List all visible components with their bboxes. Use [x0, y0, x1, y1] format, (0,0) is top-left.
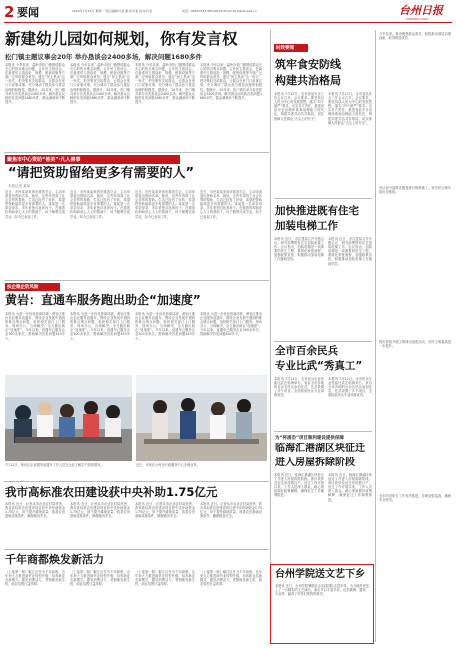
column-item-3: 我市持续开展文明城市创建活动，市民文明素质进一步提升。 [379, 340, 451, 349]
column-item-2: 市区部分道路近期将进行维修施工，请市民合理安排出行路线。 [379, 186, 451, 195]
story2-body-col2: 本报讯 近日，市住建局召开专题会议，研究部署既有住宅加装电梯工作。会议指出，加装电梯是一项重要的民生工程，要简化审批流程，加强政策宣传，积极推动加装电梯工作落地见效。 [328, 237, 372, 266]
story4-body-col2: 本报讯 近日，临海汇港湖区块征迁工作进入房屋拆除阶段。该区块涉及征迁房屋数百户，征迁工作开展以来，工作人员深入群众，耐心细致做好政策解释，确保征迁工作顺利推进。 [328, 473, 372, 502]
divider [274, 341, 372, 342]
feature-body-col3: 近日，市民某某来到市慈善总会，主动申请退出资助名单。她说，这些年得到了社会各界的帮助，生活已经有了好转，希望把资助留给更多有需要的人。某某是一名单亲母亲，多年来独自抚养孩子。在慈善机构和爱心人士的帮助下，孩子顺利完成学业，如今已参加工作。 [135, 190, 195, 219]
header-rule [4, 22, 452, 23]
page-header [4, 4, 452, 22]
lead-body-col2: 本报讯 今年以来，温岭市松门镇围绕群众关心的热点难点问题，召开民主恳谈会，在新建幼儿园选址、规模、配套设施等方面广泛听取群众意见。通过“民主恳谈”这一形式，把决策权交给群众，让群众在家门口说事议事，充分调动了群众参与基层治理的积极性。据统计，20年来，松门镇共举办各类恳谈会2400多场，解决群众反映的各类问题1680多件，群众满意率不断提升。 [70, 63, 130, 104]
column-separator [375, 30, 376, 642]
agri-headline: 我市高标准农田建设获中央补助1.75亿元 [5, 485, 218, 499]
story1-body-col2: 本报讯 7月12日，全市食品安全工作会议召开。会议要求，要坚持以人民为中心的发展思想，落实“四个最严”要求，压实各方责任，推进食品安全治理体系和治理能力现代化，构建共建共治共享格局，切实保障人民群众“舌尖上的安全”。 [328, 92, 372, 125]
masthead-logo: 台州日报 [399, 4, 443, 17]
story4-headline-line2: 进入房屋拆除阶段 [275, 457, 355, 468]
agri-body-col2: 本报讯 近日，记者从市农业农村局获悉，我市高标准农田建设项目获中央补助资金1.75亿元，用于提升耕地质量，改善农田基础设施条件，确保粮食安全。 [70, 502, 130, 519]
transit-headline: 黄岩：直通车服务跑出助企“加速度” [5, 293, 201, 307]
feature-kicker: 聚焦市中心资助“善美”·凡人善事 [7, 157, 81, 163]
masthead-sub: TAIZHOU DAILY [406, 17, 429, 21]
feature-byline: 本报记者 某某 [8, 184, 31, 188]
page-number: 2 [4, 3, 15, 21]
divider [4, 481, 269, 482]
boxed-story-body: 本报讯 近日，台州学院暑期社会实践团队走进乡村，为当地村民送上了一台精彩的文艺演出。演出节目丰富多彩，包括歌舞、器乐、小品等，赢得了村民们的阵阵掌声。 [275, 584, 369, 597]
divider [4, 549, 269, 550]
feature-body-col4: 近日，市民某某来到市慈善总会，主动申请退出资助名单。她说，这些年得到了社会各界的帮助，生活已经有了好转，希望把资助留给更多有需要的人。某某是一名单亲母亲，多年来独自抚养孩子。在慈善机构和爱心人士的帮助下，孩子顺利完成学业，如今已参加工作。 [200, 190, 262, 219]
transit-photo-1 [5, 375, 132, 461]
divider [274, 431, 372, 432]
feature-body-col1: 近日，市民某某来到市慈善总会，主动申请退出资助名单。她说，这些年得到了社会各界的帮助，生活已经有了好转，希望把资助留给更多有需要的人。某某是一名单亲母亲，多年来独自抚养孩子。在慈善机构和爱心人士的帮助下，孩子顺利完成学业，如今已参加工作。 [5, 190, 65, 219]
right-kicker: 时政要闻 [276, 46, 294, 51]
feature-headline: “请把资助留给更多有需要的人” [8, 166, 195, 181]
story3-headline-line1: 全市百余民兵 [275, 345, 338, 357]
divider [274, 198, 372, 199]
section-title: 要闻 [17, 6, 39, 19]
story4-body: 本报讯 近日，临海汇港湖区块征迁工作进入房屋拆除阶段。该区块涉及征迁房屋数百户，征迁工作开展以来，工作人员深入群众，耐心细致做好政策解释，确保征迁工作顺利推进。 [274, 473, 324, 498]
story3-body: 本报讯 7月12日，全市民兵专业技能比武在临海举行。来自全市各地的百余名民兵参加比武，比武设置了多个项目，全面检验民兵专业训练成效。 [274, 377, 324, 398]
coop-body-col1: （上接第一版）椒江区作为千年商都，近年来大力推进商贸业转型升级，培育新业态新模式，激发消费活力，老街焕发新生机，商业氛围日益浓厚。 [5, 570, 65, 587]
coop-headline: 千年商都焕发新活力 [5, 553, 104, 566]
office-photo [5, 375, 132, 461]
transit-kicker: 扶企稳企防风险 [7, 285, 39, 290]
transit-photo-1-caption: 7月12日，黄岩区企业服务直通车工作人员在企业了解生产经营情况。 [5, 463, 104, 467]
lead-body-col1: 本报讯 今年以来，温岭市松门镇围绕群众关心的热点难点问题，召开民主恳谈会，在新建幼儿园选址、规模、配套设施等方面广泛听取群众意见。通过“民主恳谈”这一形式，把决策权交给群众，让群众在家门口说事议事，充分调动了群众参与基层治理的积极性。据统计，20年来，松门镇共举办各类恳谈会2400多场，解决群众反映的各类问题1680多件，群众满意率不断提升。 [5, 63, 65, 104]
story2-headline-line1: 加快推进既有住宅 [275, 205, 359, 217]
transit-photo-2 [136, 375, 267, 461]
boxed-story-headline: 台州学院送文艺下乡 [275, 569, 365, 580]
lead-body-col4: 本报讯 今年以来，温岭市松门镇围绕群众关心的热点难点问题，召开民主恳谈会，在新建幼儿园选址、规模、配套设施等方面广泛听取群众意见。通过“民主恳谈”这一形式，把决策权交给群众，让群众在家门口说事议事，充分调动了群众参与基层治理的积极性。据统计，20年来，松门镇共举办各类恳谈会2400多场，解决群众反映的各类问题1680多件，群众满意率不断提升。 [200, 63, 262, 100]
agri-body-col3: 本报讯 近日，记者从市农业农村局获悉，我市高标准农田建设项目获中央补助资金1.75亿元，用于提升耕地质量，改善农田基础设施条件，确保粮食安全。 [135, 502, 195, 519]
story1-body: 本报讯 7月12日，全市食品安全工作会议召开。会议要求，要坚持以人民为中心的发展思想，落实“四个最严”要求，压实各方责任，推进食品安全治理体系和治理能力现代化，构建共建共治共享格局，切实保障人民群众“舌尖上的安全”。 [274, 92, 324, 121]
column-separator [270, 30, 271, 642]
story1-headline-line2: 构建共治格局 [275, 74, 341, 87]
story2-headline-line2: 加装电梯工作 [275, 220, 338, 232]
story4-kicker: 为“将浦岙”项目顺利建设提供保障 [275, 436, 344, 441]
transit-body-col4: 本报讯 为进一步优化营商环境，黄岩区推出企业服务直通车，围绕企业发展中遇到的难点堵点问题，组织相关部门上门服务，现场办公，当场解决，全力跑出助企“加速度”。今年以来，直通车已服务企业300余家次，帮助解决各类问题450多个。 [200, 312, 262, 337]
column-item-4: 全市防汛防台工作有序推进，各地加强巡查，确保安全度汛。 [379, 494, 451, 503]
coop-body-col3: （上接第一版）椒江区作为千年商都，近年来大力推进商贸业转型升级，培育新业态新模式，激发消费活力，老街焕发新生机，商业氛围日益浓厚。 [135, 570, 195, 587]
transit-photo-2-caption: 近日，市民在台州市行政服务中心办理业务。 [136, 463, 200, 467]
transit-body-col1: 本报讯 为进一步优化营商环境，黄岩区推出企业服务直通车，围绕企业发展中遇到的难点堵点问题，组织相关部门上门服务，现场办公，当场解决，全力跑出助企“加速度”。今年以来，直通车已服务企业300余家次，帮助解决各类问题450多个。 [5, 312, 65, 341]
story3-headline-line2: 专业比武“秀真工” [275, 360, 363, 372]
coop-body-col2: （上接第一版）椒江区作为千年商都，近年来大力推进商贸业转型升级，培育新业态新模式，激发消费活力，老街焕发新生机，商业氛围日益浓厚。 [70, 570, 130, 587]
divider [4, 152, 269, 153]
story3-body-col2: 本报讯 7月12日，全市民兵专业技能比武在临海举行。来自全市各地的百余名民兵参加比武，比武设置了多个项目，全面检验民兵专业训练成效。 [328, 377, 372, 398]
lead-headline: 新建幼儿园如何规划，你有发言权 [5, 30, 238, 48]
story4-headline-line1: 临海汇港湖区块征迁 [275, 443, 365, 454]
dateline: 2019年7月15日 星期一 责任编辑/叶某 版式/叶某 校对/叶某 [72, 9, 153, 13]
story2-body: 本报讯 近日，市住建局召开专题会议，研究部署既有住宅加装电梯工作。会议指出，加装电梯是一项重要的民生工程，要简化审批流程，加强政策宣传，积极推动加装电梯工作落地见效。 [274, 237, 324, 262]
contact-line: 电话：88510333 88510130 Email:tzrb@tznews.cn [182, 9, 257, 13]
agri-body-col4: 本报讯 近日，记者从市农业农村局获悉，我市高标准农田建设项目获中央补助资金1.75亿元，用于提升耕地质量，改善农田基础设施条件，确保粮食安全。 [200, 502, 262, 519]
transit-body-col2: 本报讯 为进一步优化营商环境，黄岩区推出企业服务直通车，围绕企业发展中遇到的难点堵点问题，组织相关部门上门服务，现场办公，当场解决，全力跑出助企“加速度”。今年以来，直通车已服务企业300余家次，帮助解决各类问题450多个。 [70, 312, 130, 341]
divider [4, 280, 269, 281]
story1-headline-line1: 筑牢食安防线 [275, 58, 341, 71]
service-hall-photo [136, 375, 267, 461]
agri-body-col1: 本报讯 近日，记者从市农业农村局获悉，我市高标准农田建设项目获中央补助资金1.75亿元，用于提升耕地质量，改善农田基础设施条件，确保粮食安全。 [5, 502, 65, 519]
transit-body-col3: 本报讯 为进一步优化营商环境，黄岩区推出企业服务直通车，围绕企业发展中遇到的难点堵点问题，组织相关部门上门服务，现场办公，当场解决，全力跑出助企“加速度”。今年以来，直通车已服务企业300余家次，帮助解决各类问题450多个。 [135, 312, 195, 341]
coop-body-col4: （上接第一版）椒江区作为千年商都，近年来大力推进商贸业转型升级，培育新业态新模式，激发消费活力，老街焕发新生机，商业氛围日益浓厚。 [200, 570, 262, 587]
lead-subtitle: 松门镇主题议事会20年 举办恳谈会2400多场，解决问题1680多件 [5, 53, 202, 61]
column-item-1: 今年以来，我市聚焦群众需求，积极推动基层治理创新，取得明显成效。 [379, 32, 451, 41]
feature-body-col2: 近日，市民某某来到市慈善总会，主动申请退出资助名单。她说，这些年得到了社会各界的帮助，生活已经有了好转，希望把资助留给更多有需要的人。某某是一名单亲母亲，多年来独自抚养孩子。在慈善机构和爱心人士的帮助下，孩子顺利完成学业，如今已参加工作。 [70, 190, 130, 219]
lead-body-col3: 本报讯 今年以来，温岭市松门镇围绕群众关心的热点难点问题，召开民主恳谈会，在新建幼儿园选址、规模、配套设施等方面广泛听取群众意见。通过“民主恳谈”这一形式，把决策权交给群众，让群众在家门口说事议事，充分调动了群众参与基层治理的积极性。据统计，20年来，松门镇共举办各类恳谈会2400多场，解决群众反映的各类问题1680多件，群众满意率不断提升。 [135, 63, 195, 104]
